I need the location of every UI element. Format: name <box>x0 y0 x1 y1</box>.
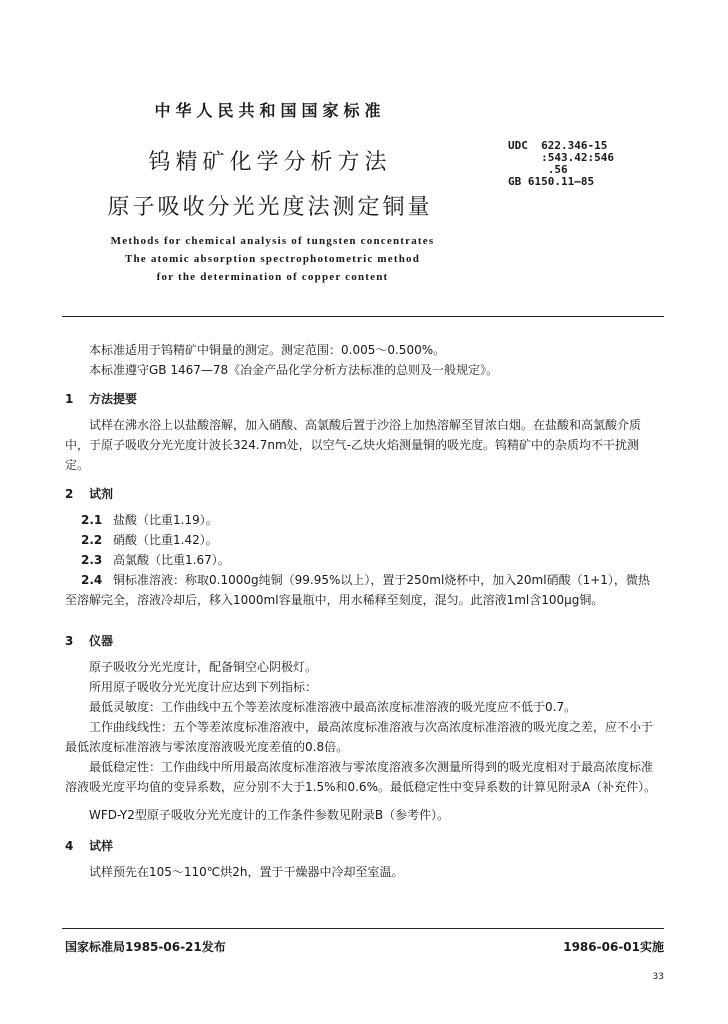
title-en-line: for the determination of copper content <box>156 271 389 283</box>
item-text: 硝酸（比重1.42）。 <box>113 533 218 547</box>
section-3-line: 所用原子吸收分光光度计应达到下列指标： <box>89 680 318 694</box>
section-1-heading <box>65 390 137 407</box>
section-3-heading <box>65 632 113 649</box>
section-3-line: WFD-Y2型原子吸收分光光度计的工作条件参数见附录B（参考件）。 <box>89 808 450 822</box>
section-4-heading <box>65 837 113 854</box>
section-title: 试剂 <box>89 487 114 501</box>
item-text: 盐酸（比重1.19）。 <box>113 513 218 527</box>
item-number: 2.2 <box>81 533 103 547</box>
section-3-line: 原子吸收分光光度计，配备铜空心阴极灯。 <box>89 660 318 674</box>
udc-line: UDC 622.346-15 <box>508 139 608 152</box>
intro-scope: 本标准适用于钨精矿中铜量的测定。测定范围：0.005～0.500%。 <box>89 343 446 357</box>
section-2-heading <box>65 485 113 502</box>
section-4-body: 试样预先在105～110℃烘2h，置于干燥器中冷却至室温。 <box>89 865 404 879</box>
section-title: 仪器 <box>89 634 114 648</box>
reagent-item <box>65 570 661 610</box>
item-number: 2.4 <box>81 573 103 587</box>
section-number: 2 <box>65 487 74 501</box>
reagent-item <box>65 550 661 570</box>
title-zh-line1: 钨精矿化学分析方法 <box>148 150 392 175</box>
page-number: 33 <box>652 972 664 982</box>
section-title: 方法提要 <box>89 392 138 406</box>
section-number: 3 <box>65 634 74 648</box>
intro-compliance: 本标准遵守GB 1467—78《冶金产品化学分析方法标准的总则及一般规定》。 <box>89 363 499 377</box>
section-title: 试样 <box>89 839 114 853</box>
title-en <box>0 232 545 286</box>
gb-number: GB 6150.11—85 <box>508 175 595 188</box>
section-3-line: 最低稳定性：工作曲线中所用最高浓度标准溶液与零浓度溶液多次测量所得到的吸光度相对于最高浓度标准溶液吸光度平均值的变异系数，应分别不大于1.5%和0.6%。最低稳定性中变异系数的计算见附录A（补充件）。 <box>65 760 657 794</box>
udc-line: .56 <box>508 163 568 176</box>
standard-name: 中华人民共和国国家标准 <box>154 101 386 120</box>
title-zh-line2: 原子吸收分光光度法测定铜量 <box>107 195 433 220</box>
title-en-line: The atomic absorption spectrophotometric method <box>124 253 421 265</box>
effective-date: 1986-06-01实施 <box>563 940 664 954</box>
section-number: 4 <box>65 839 74 853</box>
reagent-item <box>65 530 661 550</box>
footer-divider <box>62 928 664 929</box>
issued-date: 国家标准局1985-06-21发布 <box>65 940 226 954</box>
title-en-line: Methods for chemical analysis of tungsten concentrates <box>110 235 435 247</box>
item-number: 2.1 <box>81 513 103 527</box>
header-divider <box>62 316 664 317</box>
reagent-item <box>65 510 661 530</box>
item-number: 2.3 <box>81 553 103 567</box>
item-text: 高氯酸（比重1.67）。 <box>113 553 230 567</box>
udc-block <box>508 140 614 188</box>
section-3-line: 工作曲线线性：五个等差浓度标准溶液中，最高浓度标准溶液与次高浓度标准溶液的吸光度之差，应不小于最低浓度标准溶液与零浓度溶液吸光度差值的0.8倍。 <box>65 720 654 754</box>
udc-line: :543.42:546 <box>508 151 614 164</box>
section-number: 1 <box>65 392 74 406</box>
section-3-line: 最低灵敏度：工作曲线中五个等差浓度标准溶液中最高浓度标准溶液的吸光度应不低于0.7。 <box>89 700 577 714</box>
item-text: 铜标准溶液：称取0.1000g纯铜（99.95%以上），置于250ml烧杯中，加入20ml硝酸（1+1），微热至溶解完全，溶液冷却后，移入1000ml容量瓶中，用水稀释至刻度，混匀。此溶液1ml含100μg铜。 <box>65 573 650 607</box>
section-1-body: 试样在沸水浴上以盐酸溶解，加入硝酸、高氯酸后置于沙浴上加热溶解至冒浓白烟。在盐酸和高氯酸介质中，于原子吸收分光光度计波长324.7nm处，以空气-乙炔火焰测量铜的吸光度。钨精矿中的杂质均不干扰测定。 <box>65 418 642 472</box>
